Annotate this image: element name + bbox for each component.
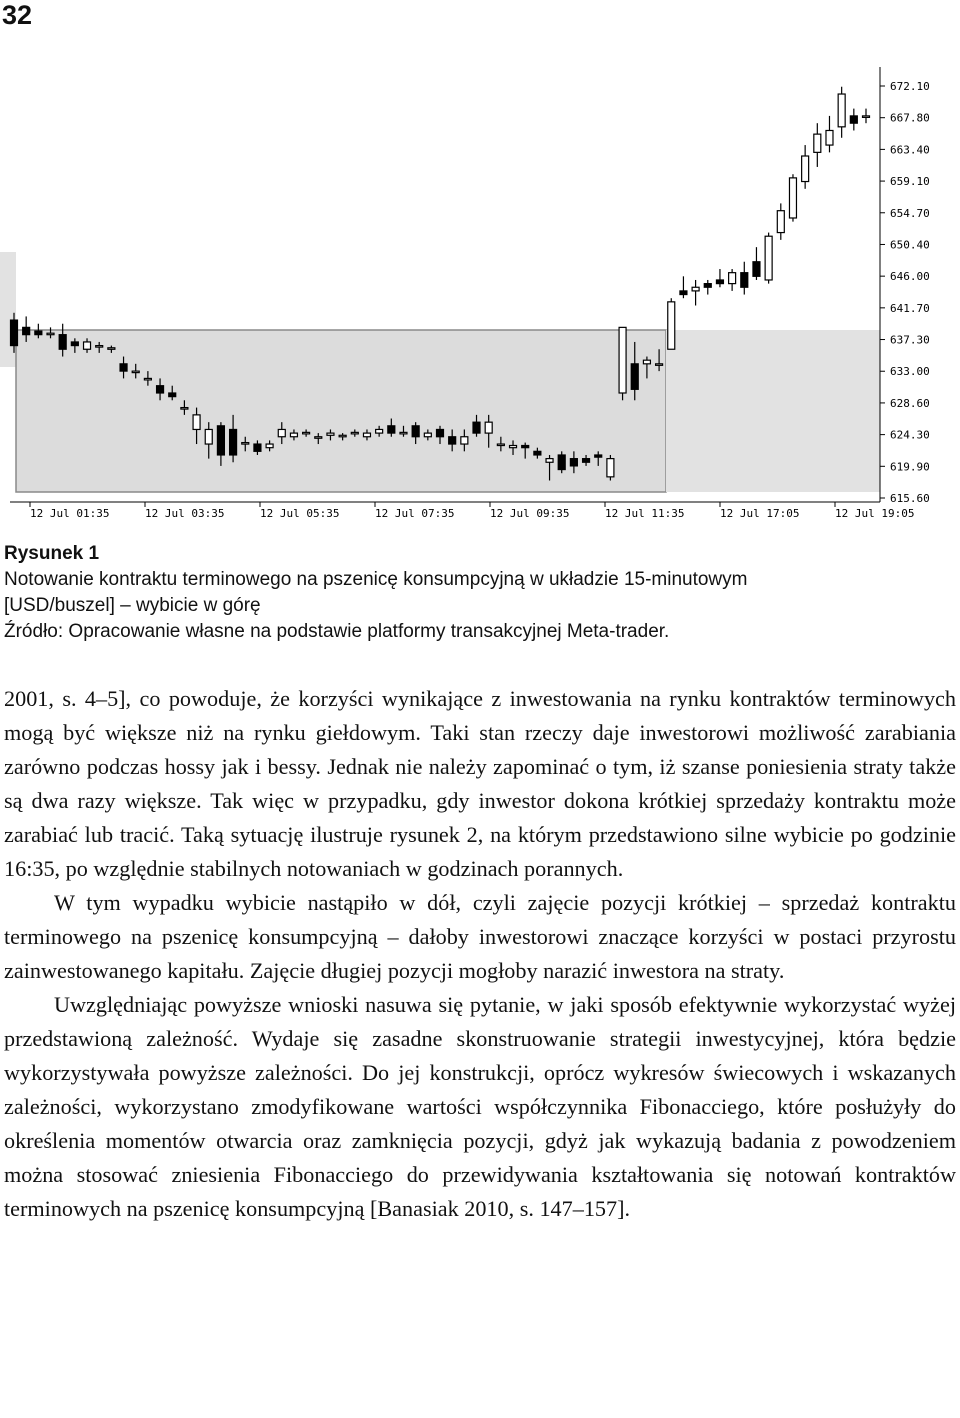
candle [619, 327, 626, 400]
candle-body-up [826, 130, 833, 145]
candle-body-up [424, 433, 431, 437]
candle-body-down [437, 429, 444, 436]
right-shade [666, 330, 880, 492]
candle-body-down [522, 445, 529, 447]
candle-body-down [449, 437, 456, 444]
candle-body-up [765, 236, 772, 280]
candle-body-up [290, 433, 297, 437]
candle-body-up [546, 459, 553, 463]
candle [692, 280, 699, 306]
candle-body-up [108, 348, 115, 350]
candle-body-up [363, 433, 370, 437]
y-tick-label: 633.00 [890, 365, 930, 379]
candle-body-up [510, 445, 517, 447]
candle-body-down [157, 386, 164, 393]
x-tick-label: 12 Jul 11:35 [605, 507, 685, 520]
candle-body-down [23, 327, 30, 334]
candle-body-down [412, 426, 419, 437]
y-tick-label: 659.10 [890, 175, 930, 189]
candle [777, 203, 784, 239]
x-axis [30, 502, 914, 520]
candle [838, 87, 845, 138]
candle-body-up [656, 364, 663, 366]
y-tick-label: 672.10 [890, 80, 930, 93]
candle-body-up [789, 178, 796, 218]
candle-body-down [595, 455, 602, 457]
candle [814, 123, 821, 167]
candle [607, 455, 614, 481]
candle-body-down [570, 459, 577, 466]
x-tick-label: 12 Jul 19:05 [835, 507, 915, 520]
candle-body-down [169, 393, 176, 397]
candle-body-down [631, 364, 638, 390]
paragraph-2: W tym wypadku wybicie nastąpiło w dół, czyli zajęcie pozycji krótkiej – sprzedaż kontraktu terminowego na pszenicę konsumpcyjną – dałoby inwestorowi znaczące korzyści w postaci przyrostu zainwestowanego kapitału. Zajęcie długiej pozycji mogłoby narazić inwestora na straty. [4, 890, 956, 983]
candle-body-up [303, 432, 310, 434]
candle-body-up [315, 437, 322, 439]
candle [850, 109, 857, 131]
candle [789, 174, 796, 221]
candle [802, 145, 809, 189]
candle-body-up [461, 437, 468, 444]
candle-body-down [59, 335, 66, 350]
candle-body-down [534, 451, 541, 455]
candle-body-up [485, 422, 492, 433]
candle [753, 247, 760, 280]
y-tick-label: 663.40 [890, 143, 930, 157]
y-tick-label: 619.90 [890, 460, 930, 474]
candle-body-down [716, 280, 723, 284]
x-tick-label: 12 Jul 07:35 [375, 507, 455, 520]
candle-body-down [850, 116, 857, 123]
candle [680, 276, 687, 298]
candle [716, 269, 723, 287]
candle-body-down [230, 429, 237, 455]
candle-body-up [814, 134, 821, 152]
candle-body-up [400, 432, 407, 434]
candle-body-down [35, 331, 42, 335]
x-tick-label: 12 Jul 09:35 [490, 507, 570, 520]
caption-line-2: [USD/buszel] – wybicie w górę [4, 595, 261, 616]
candle-body-down [217, 426, 224, 455]
y-axis [880, 80, 930, 505]
candle-body-up [777, 211, 784, 233]
y-tick-label: 654.70 [890, 206, 930, 220]
candle-body-up [838, 94, 845, 127]
y-tick-label: 667.80 [890, 111, 930, 125]
x-tick-label: 12 Jul 01:35 [30, 507, 110, 520]
candle-body-up [205, 429, 212, 444]
candle-body-down [120, 364, 127, 371]
x-tick-label: 12 Jul 17:05 [720, 507, 800, 520]
caption-source: Źródło: Opracowanie własne na podstawie platformy transakcyjnej Meta-trader. [4, 621, 670, 642]
candle-body-up [668, 302, 675, 349]
figure-caption [4, 541, 954, 645]
candle [668, 298, 675, 349]
candle-body-down [753, 262, 760, 277]
candle-body-down [473, 422, 480, 433]
y-tick-label: 637.30 [890, 333, 930, 347]
candle-body-up [607, 459, 614, 477]
candle [704, 280, 711, 295]
candle-body-down [704, 284, 711, 288]
candle-body-down [558, 455, 565, 470]
candle-body-up [47, 333, 54, 335]
candle-body-up [729, 273, 736, 284]
candle [741, 262, 748, 295]
y-tick-label: 615.60 [890, 492, 930, 505]
caption-line-1: Notowanie kontraktu terminowego na pszenicę konsumpcyjną w układzie 15-minutowym [4, 569, 748, 590]
candle [826, 116, 833, 152]
candle-body-up [643, 360, 650, 364]
paragraph-3: Uwzględniając powyższe wnioski nasuwa się pytanie, w jaki sposób efektywnie wykorzystać wyżej przedstawioną zależność. Wydaje się zasadne skonstruowanie strategii inwestycyjnej, która będzie wykorzystywała powyższe zależności. Do jej konstrukcji, oprócz wykresów świecowych i wskazanych zależności, wykorzystano zmodyfikowane wartości współczynnika Fibonacciego, które posłużyły do określenia momentów otwarcia oraz zamknięcia pozycji, gdyż jak wykazują badania z powodzeniem można stosować zniesienia Fibonacciego do przewidywania kształtowania się notowań kontraktów terminowych na pszenicę konsumpcyjną [Banasiak 2010, s. 147–157]. [4, 992, 956, 1221]
candle-body-up [266, 444, 273, 448]
y-tick-label: 641.70 [890, 301, 930, 315]
candle-body-up [376, 429, 383, 433]
candle-body-down [71, 342, 78, 346]
candle-body-up [278, 429, 285, 436]
caption-title: Rysunek 1 [4, 543, 100, 564]
candle-body-down [11, 320, 18, 346]
candle-body-up [692, 287, 699, 291]
candle-body-up [619, 327, 626, 393]
candle-body-up [327, 433, 334, 435]
candlestick-chart [0, 62, 960, 524]
consolidation-box [16, 330, 666, 492]
candle [729, 269, 736, 291]
candle-body-up [96, 346, 103, 348]
candle-body-up [351, 432, 358, 434]
candle-body-down [680, 291, 687, 295]
candle-body-up [181, 408, 188, 410]
y-tick-label: 624.30 [890, 428, 930, 442]
page-number: 32 [2, 0, 33, 30]
x-tick-label: 12 Jul 05:35 [260, 507, 340, 520]
candle-body-down [583, 459, 590, 463]
candle-body-up [497, 444, 504, 446]
candle-body-up [802, 156, 809, 182]
candle-body-up [242, 443, 249, 445]
candle [863, 109, 870, 124]
candle [558, 451, 565, 473]
paragraph-1: 2001, s. 4–5], co powoduje, że korzyści wynikające z inwestowania na rynku kontraktów terminowych mogą być większe niż na rynku giełdowym. Taki stan rzeczy daje inwestorowi możliwość zarabiania zarówno podczas hossy jak i bessy. Jednak nie należy zapominać o tym, iż szanse poniesienia straty także są dwa razy większe. Tak więc w przypadku, gdy inwestor dokona krótkiej sprzedaży kontraktu może zarabiać lub tracić. Taką sytuację ilustruje rysunek 2, na którym przedstawiono silne wybicie po godzinie 16:35, po względnie stabilnych notowaniach w godzinach porannych. [4, 686, 956, 881]
candle-body-up [144, 378, 151, 380]
candle-body-up [863, 116, 870, 118]
candle-body-down [388, 426, 395, 433]
body-text [4, 682, 956, 1226]
candle [765, 233, 772, 284]
candle-body-up [84, 342, 91, 349]
x-tick-label: 12 Jul 03:35 [145, 507, 225, 520]
candle-body-down [741, 273, 748, 288]
candle-body-down [254, 444, 261, 451]
candle-body-up [339, 435, 346, 437]
candle-body-up [193, 415, 200, 430]
y-tick-label: 628.60 [890, 396, 930, 410]
candle-body-up [132, 371, 139, 373]
y-tick-label: 650.40 [890, 238, 930, 252]
y-tick-label: 646.00 [890, 270, 930, 284]
